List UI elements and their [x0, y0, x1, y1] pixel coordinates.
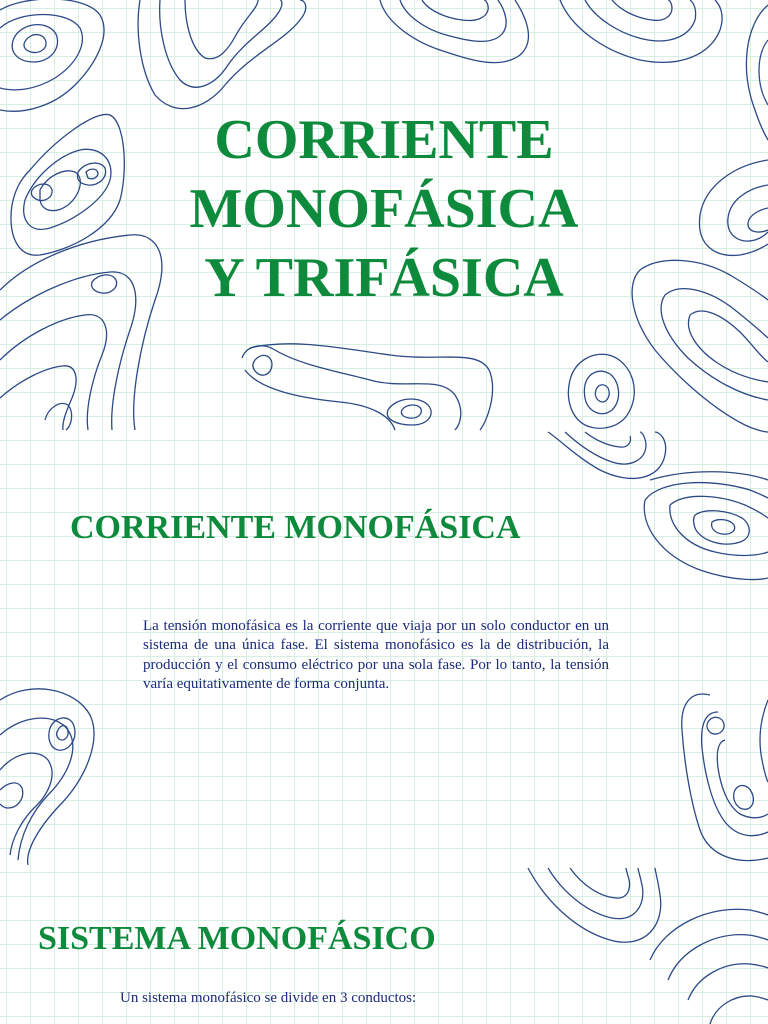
contour-group-bottom-right — [528, 868, 768, 1024]
contour-group-right-lower — [682, 694, 768, 860]
contour-group-center-band — [242, 344, 493, 430]
contour-group-top-center — [380, 0, 528, 63]
contour-group-left-lower — [0, 689, 94, 865]
title-line-2: MONOFÁSICA — [189, 178, 579, 240]
contour-group-top-center-left — [138, 0, 306, 109]
contour-group-right-upper — [699, 160, 768, 255]
document-title — [90, 106, 678, 313]
section-heading-sistema-monofasico: SISTEMA MONOFÁSICO — [38, 920, 436, 957]
section-paragraph-corriente-monofasica: La tensión monofásica es la corriente que viaja por un solo conductor en un sistema de una única fase. El sistema monofásico es la de distribución, la producción y el consumo eléctrico por una sola fase. Por lo tanto, la tensión varía equitativamente de forma conjunta. — [143, 618, 609, 692]
contour-group-right-center — [548, 354, 768, 579]
title-line-3: Y TRIFÁSICA — [204, 247, 564, 309]
section-paragraph-sistema-monofasico: Un sistema monofásico se divide en 3 conductos: — [120, 990, 417, 1006]
section-heading-corriente-monofasica: CORRIENTE MONOFÁSICA — [70, 509, 521, 546]
contour-group-top-left — [0, 0, 104, 111]
title-line-1: CORRIENTE — [214, 109, 554, 171]
